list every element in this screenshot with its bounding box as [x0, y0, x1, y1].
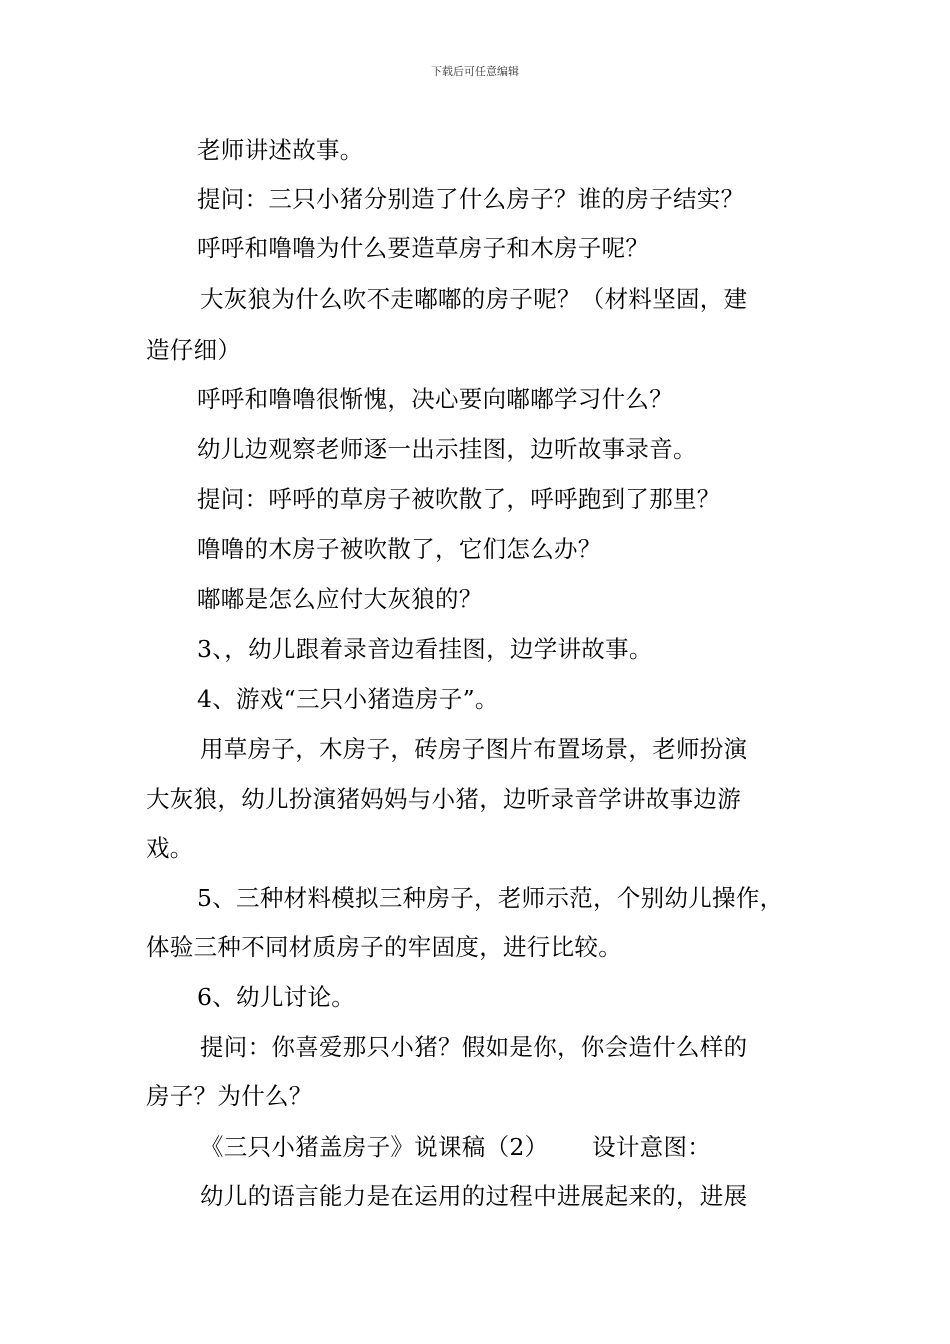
text-line: 造仔细） [146, 336, 242, 364]
text-line: 呼呼和噜噜为什么要造草房子和木房子呢？ [197, 234, 650, 262]
text-line: 3、，幼儿跟着录音边看挂图，边学讲故事。 [197, 635, 653, 663]
text-line: 幼儿边观察老师逐一出示挂图，边听故事录音。 [197, 435, 697, 463]
text-line: 嘟嘟是怎么应付大灰狼的？ [197, 585, 483, 613]
text-line: 老师讲述故事。 [197, 136, 364, 164]
text-line: 5、三种材料模拟三种房子，老师示范，个别幼儿操作， [197, 884, 784, 912]
text-line: 《三只小猪盖房子》说课稿（2） 设计意图： [200, 1133, 712, 1161]
page-header-note: 下载后可任意编辑 [431, 65, 519, 78]
text-line: 戏。 [146, 834, 194, 862]
text-line: 大灰狼，幼儿扮演猪妈妈与小猪，边听录音学讲故事边游 [146, 785, 741, 813]
text-line: 6、幼儿讨论。 [197, 983, 356, 1011]
text-line: 幼儿的语言能力是在运用的过程中进展起来的，进展 [200, 1182, 748, 1210]
text-line: 体验三种不同材质房子的牢固度，进行比较。 [146, 933, 622, 961]
text-line: 提问：三只小猪分别造了什么房子？谁的房子结实？ [197, 185, 745, 213]
text-line: 用草房子，木房子，砖房子图片布置场景，老师扮演 [200, 735, 748, 763]
text-line: 噜噜的木房子被吹散了，它们怎么办？ [197, 535, 602, 563]
text-line: 房子？为什么？ [146, 1082, 313, 1110]
text-line: 呼呼和噜噜很惭愧，决心要向嘟嘟学习什么？ [197, 385, 673, 413]
text-line: 提问：呼呼的草房子被吹散了，呼呼跑到了那里？ [197, 485, 721, 513]
text-line: 大灰狼为什么吹不走嘟嘟的房子呢？（材料坚固，建 [200, 285, 748, 313]
text-line: 提问：你喜爱那只小猪？假如是你，你会造什么样的 [200, 1033, 748, 1061]
text-line: 4、游戏“三只小猪造房子”。 [197, 685, 499, 713]
